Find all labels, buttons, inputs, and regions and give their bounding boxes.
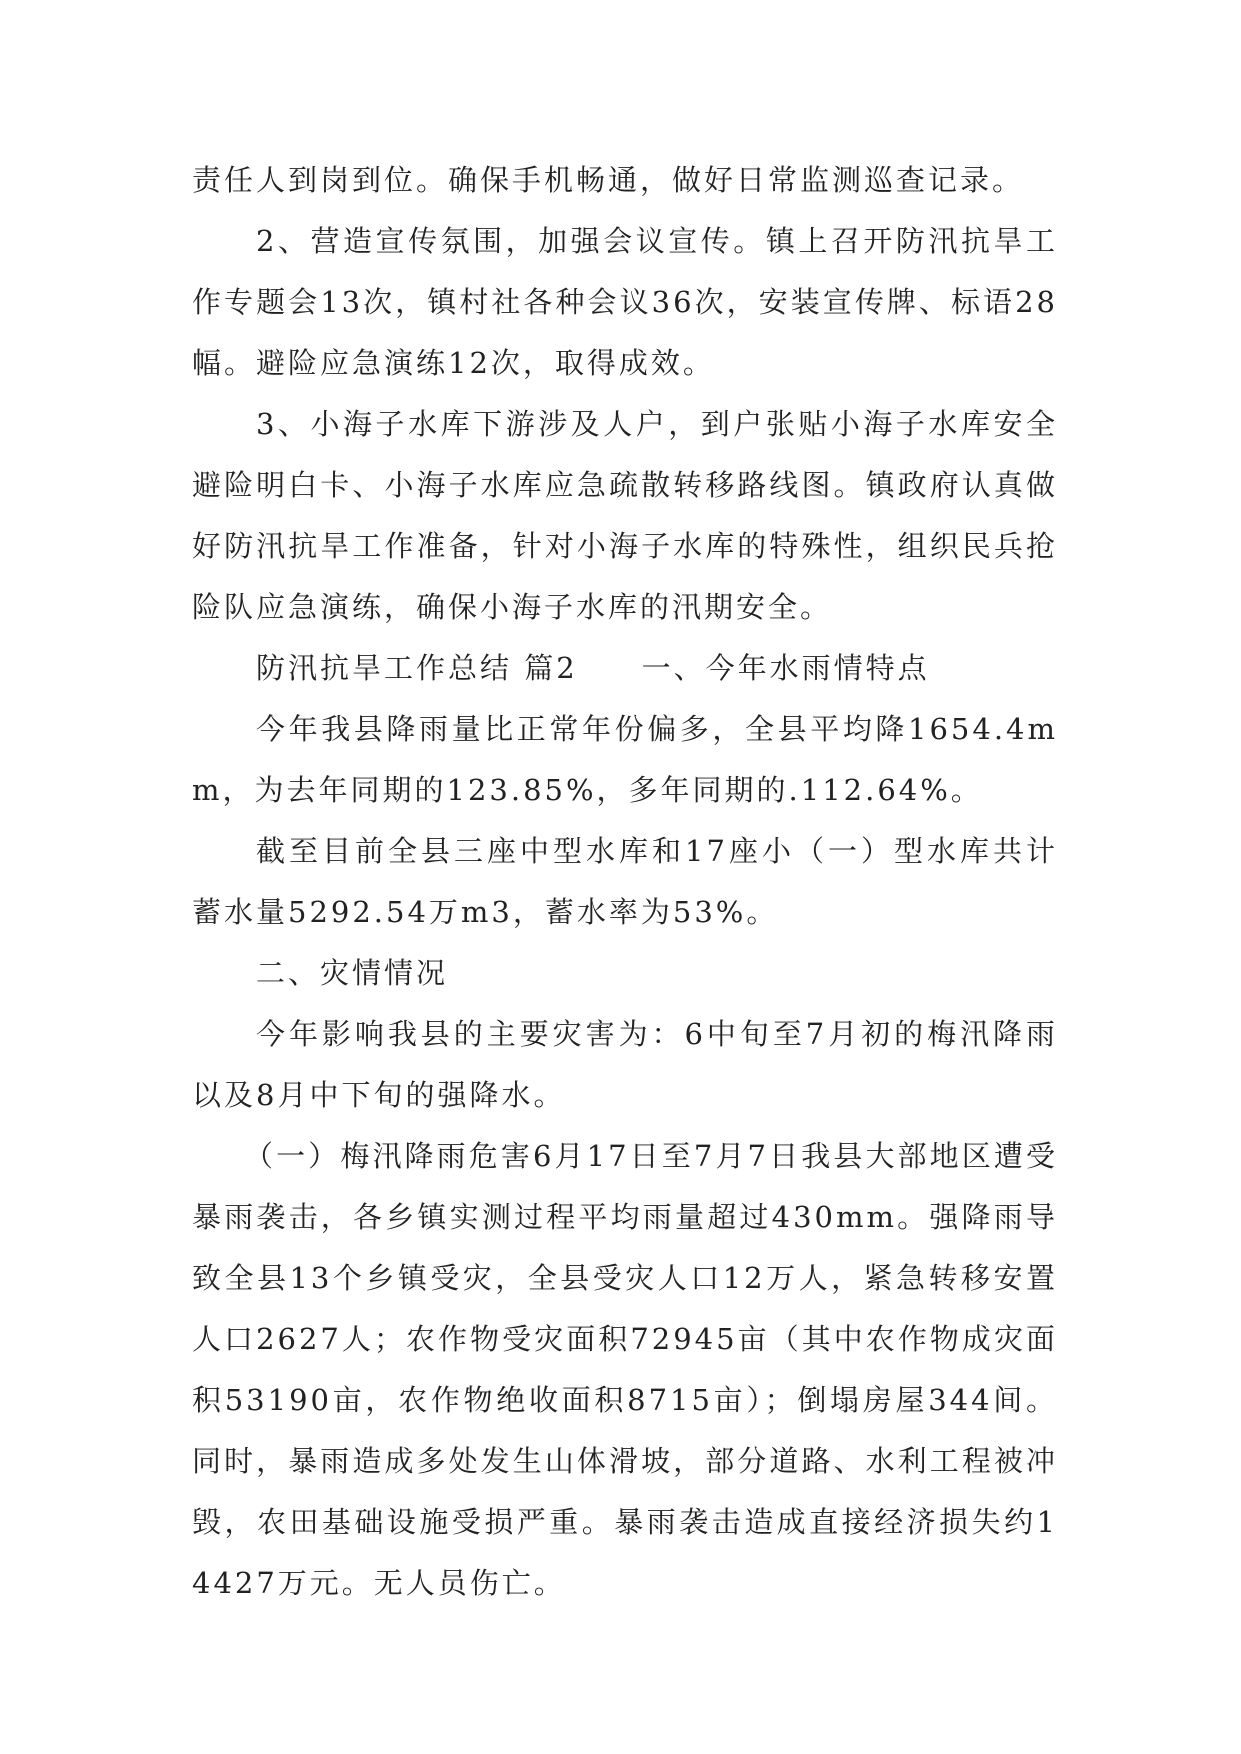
document-section-title: 防汛抗旱工作总结 篇2	[256, 651, 578, 685]
paragraph-item-3: 3、小海子水库下游涉及人户，到户张贴小海子水库安全避险明白卡、小海子水库应急疏散转移路线图。镇政府认真做好防汛抗旱工作准备，针对小海子水库的特殊性，组织民兵抢险队应急演练，确保小海子水库的汛期安全。	[192, 407, 1058, 624]
paragraph-item-2: 2、营造宣传氛围，加强会议宣传。镇上召开防汛抗旱工作专题会13次，镇村社各种会议36次，安装宣传牌、标语28幅。避险应急演练12次，取得成效。	[192, 224, 1058, 380]
section-subtitle: 一、今年水雨情特点	[641, 651, 930, 685]
paragraph-reservoir-storage: 截至目前全县三座中型水库和17座小（一）型水库共计蓄水量5292.54万m3，蓄水率为53%。	[192, 834, 1058, 929]
section-heading-disaster: 二、灾情情况	[256, 956, 449, 990]
section-heading-row	[192, 638, 1058, 699]
paragraph-rainfall: 今年我县降雨量比正常年份偏多，全县平均降1654.4mm，为去年同期的123.85%，多年同期的.112.64%。	[192, 712, 1058, 807]
paragraph-continuation: 责任人到岗到位。确保手机畅通，做好日常监测巡查记录。	[192, 163, 1025, 197]
document-body	[192, 150, 1058, 1614]
paragraph-main-disasters: 今年影响我县的主要灾害为：6中旬至7月初的梅汛降雨以及8月中下旬的强降水。	[192, 1017, 1058, 1112]
paragraph-meixun-damage: （一）梅汛降雨危害6月17日至7月7日我县大部地区遭受暴雨袭击，各乡镇实测过程平均雨量超过430mm。强降雨导致全县13个乡镇受灾，全县受灾人口12万人，紧急转移安置人口2627人；农作物受灾面积72945亩（其中农作物成灾面积53190亩，农作物绝收面积8715亩）；倒塌房屋344间。同时，暴雨造成多处发生山体滑坡，部分道路、水利工程被冲毁，农田基础设施受损严重。暴雨袭击造成直接经济损失约14427万元。无人员伤亡。	[192, 1139, 1058, 1600]
